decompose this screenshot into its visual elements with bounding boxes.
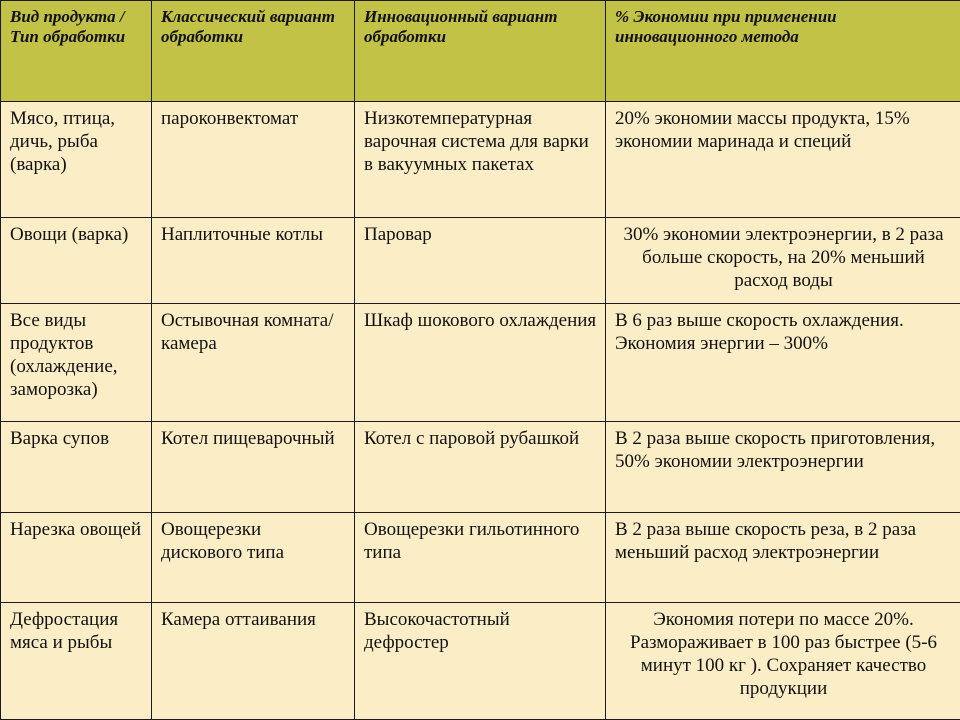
- cell-classic-method: Овощерезки дискового типа: [152, 512, 355, 603]
- cell-savings: Экономия потери по массе 20%. Размораживает в 100 раз быстрее (5-6 минут 100 кг ). Сохраняет качество продукции: [606, 603, 960, 720]
- header-innovative-method: Инновационный вариант обработки: [355, 1, 606, 102]
- cell-product-type: Мясо, птица, дичь, рыба (варка): [1, 102, 152, 218]
- cell-innovative-method: Шкаф шокового охлаждения: [355, 304, 606, 422]
- cell-innovative-method: Высокочастотный дефростер: [355, 603, 606, 720]
- cell-savings: В 2 раза выше скорость приготовления, 50% экономии электроэнергии: [606, 421, 960, 512]
- cell-savings: В 2 раза выше скорость реза, в 2 раза меньший расход электроэнергии: [606, 512, 960, 603]
- cell-savings: В 6 раз выше скорость охлаждения. Экономия энергии – 300%: [606, 304, 960, 422]
- cell-innovative-method: Котел с паровой рубашкой: [355, 421, 606, 512]
- cell-product-type: Дефростация мяса и рыбы: [1, 603, 152, 720]
- cell-product-type: Варка супов: [1, 421, 152, 512]
- table-row: [1, 603, 960, 720]
- table-row: [1, 512, 960, 603]
- cell-product-type: Нарезка овощей: [1, 512, 152, 603]
- header-product-type: Вид продукта / Тип обработки: [1, 1, 152, 102]
- table-row: [1, 304, 960, 422]
- cell-savings: 20% экономии массы продукта, 15% экономии маринада и специй: [606, 102, 960, 218]
- cell-product-type: Овощи (варка): [1, 217, 152, 304]
- cell-innovative-method: Низкотемпературная варочная система для варки в вакуумных пакетах: [355, 102, 606, 218]
- cell-savings: 30% экономии электроэнергии, в 2 раза больше скорость, на 20% меньший расход воды: [606, 217, 960, 304]
- header-savings: % Экономии при применении инновационного метода: [606, 1, 960, 102]
- table-row: [1, 102, 960, 218]
- cell-classic-method: Котел пищеварочный: [152, 421, 355, 512]
- cell-innovative-method: Паровар: [355, 217, 606, 304]
- cell-classic-method: Остывочная комната/камера: [152, 304, 355, 422]
- header-row: [1, 1, 960, 102]
- cell-product-type: Все виды продуктов (охлаждение, заморозка): [1, 304, 152, 422]
- cell-classic-method: пароконвектомат: [152, 102, 355, 218]
- table-row: [1, 217, 960, 304]
- cell-innovative-method: Овощерезки гильотинного типа: [355, 512, 606, 603]
- table-row: [1, 421, 960, 512]
- cell-classic-method: Наплиточные котлы: [152, 217, 355, 304]
- header-classic-method: Классический вариант обработки: [152, 1, 355, 102]
- cell-classic-method: Камера оттаивания: [152, 603, 355, 720]
